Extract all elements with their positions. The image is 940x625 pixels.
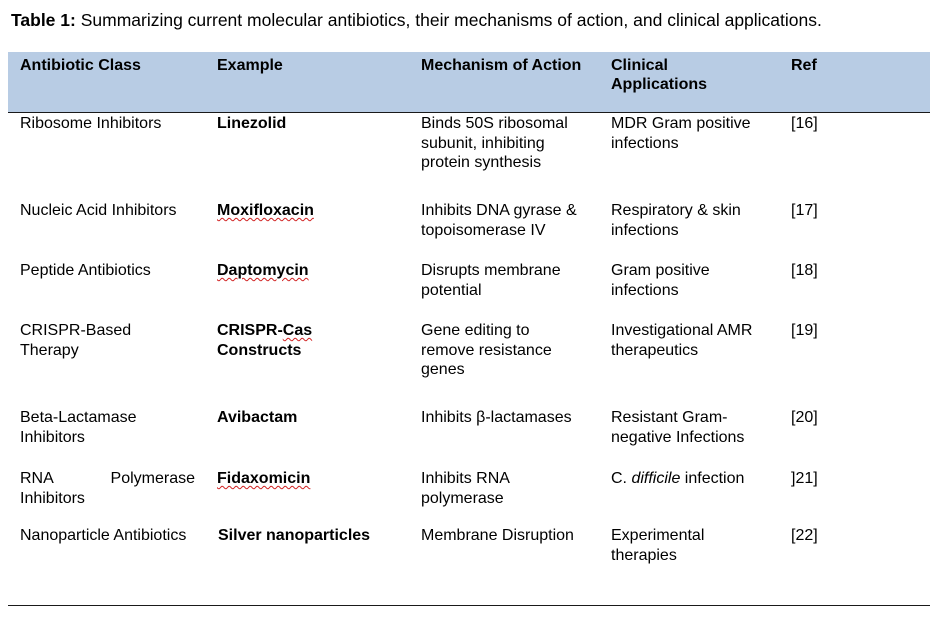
cell-clinical: [611, 261, 771, 300]
clinical-italic: difficile: [631, 470, 681, 487]
cell-line: polymerase: [421, 489, 504, 507]
cell-example: Silver nanoparticles: [218, 527, 371, 544]
cell-line: Inhibits DNA gyrase &: [421, 202, 577, 219]
cell-clinical: [611, 469, 771, 489]
cell-class: [20, 321, 200, 360]
cell-example: Linezolid: [217, 115, 287, 132]
clinical-text: infection: [680, 470, 745, 487]
spellcheck-word: Fidaxomicin: [217, 470, 311, 487]
cell-line: Experimental: [611, 527, 705, 544]
cell-line: therapies: [611, 546, 677, 564]
spellcheck-word: Moxifloxacin: [217, 202, 314, 219]
cell-class: Ribosome Inhibitors: [20, 115, 162, 132]
cell-mechanism: [421, 469, 601, 508]
header-clinical-applications: [611, 56, 771, 94]
cell-line: infections: [611, 134, 679, 152]
cell-example: [217, 261, 407, 281]
cell-class: [20, 408, 200, 447]
header-ref: Ref: [791, 57, 817, 74]
table-caption: [11, 10, 822, 31]
cell-ref: [18]: [791, 262, 818, 279]
cell-clinical: [611, 114, 771, 153]
cell-example: Avibactam: [217, 409, 298, 426]
table-bottom-rule: [8, 605, 930, 606]
cell-mechanism: [421, 321, 601, 380]
cell-line: potential: [421, 281, 482, 299]
cell-line: genes: [421, 361, 465, 378]
cell-line: infections: [611, 221, 679, 239]
cell-clinical: [611, 321, 771, 360]
cell-class: Peptide Antibiotics: [20, 262, 151, 279]
cell-line: infections: [611, 281, 679, 299]
cell-line: Therapy: [20, 341, 79, 359]
header-mechanism: Mechanism of Action: [421, 57, 582, 74]
cell-ref: [20]: [791, 409, 818, 426]
cell-line: [217, 321, 407, 341]
cell-line: Respiratory & skin: [611, 202, 741, 219]
cell-ref: [16]: [791, 115, 818, 132]
spellcheck-word: Daptomycin: [217, 262, 309, 279]
cell-line: Inhibitors: [20, 489, 85, 507]
spellcheck-word: Cas: [282, 322, 313, 339]
clinical-text: C.: [611, 470, 632, 487]
cell-line: Investigational AMR: [611, 322, 753, 339]
cell-class: Nucleic Acid Inhibitors: [20, 202, 177, 219]
cell-clinical: [611, 408, 771, 447]
header-clinical-line2: Applications: [611, 76, 708, 93]
cell-example: [217, 201, 407, 221]
example-prefix: CRISPR-: [217, 322, 283, 339]
cell-mechanism: Inhibits β-lactamases: [421, 409, 572, 426]
cell-line: CRISPR-Based: [20, 322, 132, 339]
class-word: Polymerase: [110, 470, 195, 487]
cell-line: MDR Gram positive: [611, 115, 751, 132]
cell-line: subunit, inhibiting: [421, 134, 545, 152]
cell-class: Nanoparticle Antibiotics: [20, 527, 187, 544]
cell-example: [217, 469, 407, 489]
cell-line: Resistant Gram-: [611, 409, 728, 426]
header-antibiotic-class: Antibiotic Class: [20, 57, 141, 74]
cell-line: Gene editing to: [421, 322, 530, 339]
cell-ref: ]21]: [791, 470, 818, 487]
cell-line: Constructs: [217, 341, 302, 359]
caption-label: Table 1:: [11, 10, 76, 30]
caption-text: Summarizing current molecular antibiotics, their mechanisms of action, and clinical applications.: [75, 10, 822, 30]
cell-line: Gram positive: [611, 262, 710, 279]
cell-line: Inhibitors: [20, 428, 85, 446]
cell-line: topoisomerase IV: [421, 221, 546, 239]
cell-mechanism: [421, 201, 601, 240]
cell-mechanism: Membrane Disruption: [421, 527, 574, 544]
cell-mechanism: [421, 114, 601, 173]
cell-ref: [17]: [791, 202, 818, 219]
cell-line: [20, 469, 195, 489]
cell-line: Beta-Lactamase: [20, 409, 137, 426]
class-word: RNA: [20, 470, 54, 487]
antibiotics-table: [8, 52, 930, 564]
header-example: Example: [217, 57, 283, 74]
cell-line: Inhibits RNA: [421, 470, 510, 487]
cell-line: protein synthesis: [421, 154, 542, 171]
cell-example: [217, 321, 407, 360]
cell-line: Disrupts membrane: [421, 262, 561, 279]
header-clinical-line1: Clinical: [611, 57, 668, 74]
cell-clinical: [611, 201, 771, 240]
cell-clinical: [611, 526, 771, 565]
cell-class: [20, 469, 200, 508]
cell-line: remove resistance: [421, 341, 552, 359]
table-header-row: [8, 52, 930, 113]
cell-ref: [19]: [791, 322, 818, 339]
cell-line: negative Infections: [611, 428, 745, 446]
cell-line: therapeutics: [611, 341, 699, 359]
cell-ref: [22]: [791, 527, 818, 544]
cell-line: Binds 50S ribosomal: [421, 115, 568, 132]
cell-mechanism: [421, 261, 601, 300]
